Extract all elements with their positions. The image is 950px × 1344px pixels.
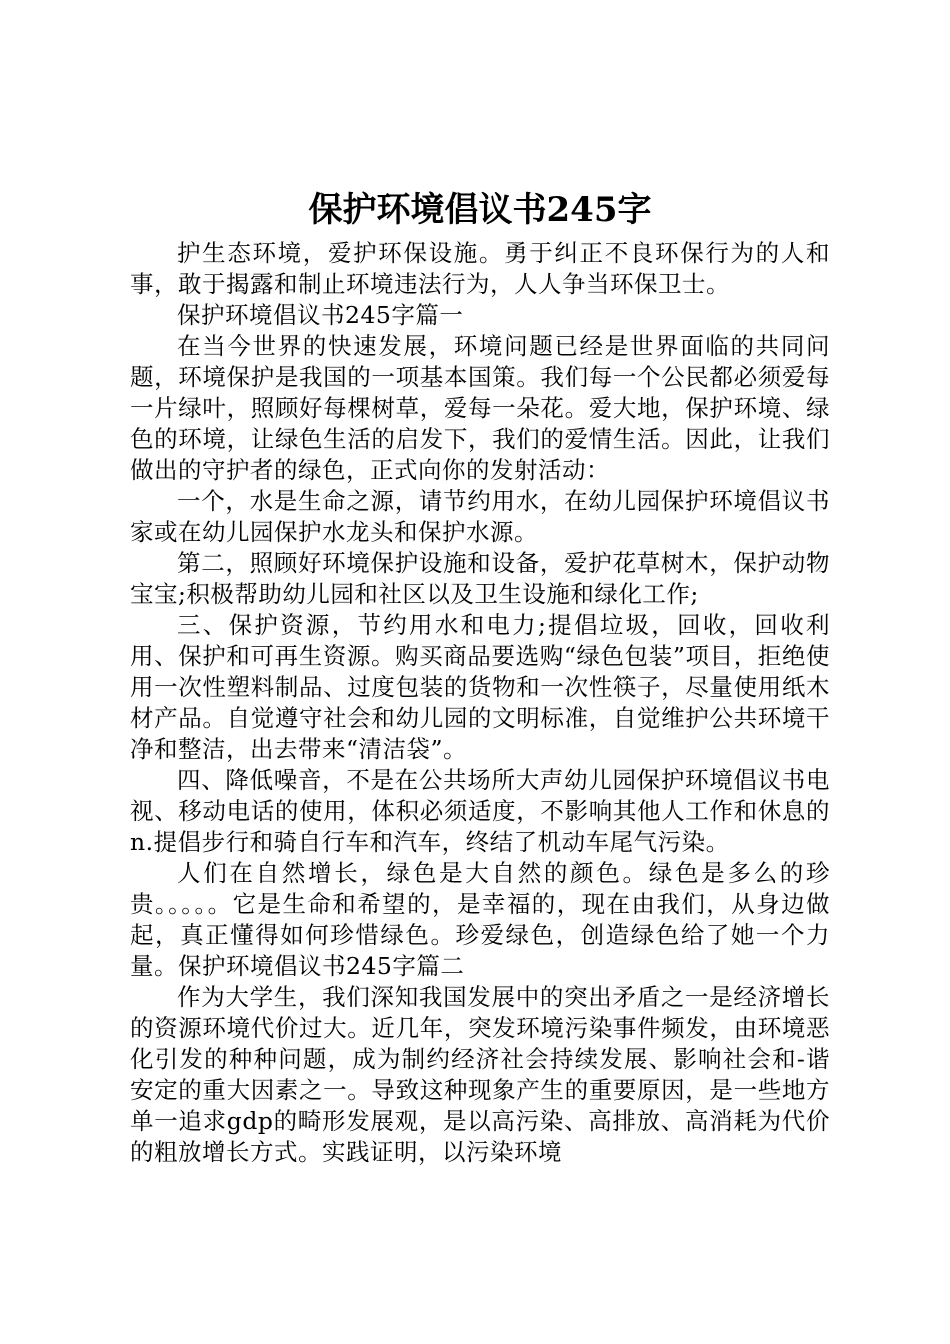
- paragraph: 在当今世界的快速发展，环境问题已经是世界面临的共同问题，环境保护是我国的一项基本国策。我们每一个公民都必须爱每一片绿叶，照顾好每棵树草，爱每一朵花。爱大地，保护环境、绿色的环境，让绿色生活的启发下，我们的爱情生活。因此，让我们做出的守护者的绿色，正式向你的发射活动：: [130, 332, 830, 484]
- paragraph-intro: 护生态环境，爱护环保设施。勇于纠正不良环保行为的人和事，敢于揭露和制止环境违法行为，人人争当环保卫士。: [130, 239, 830, 298]
- paragraph: 一个，水是生命之源，请节约用水，在幼儿园保护环境倡议书家或在幼儿园保护水龙头和保护水源。: [130, 487, 830, 546]
- paragraph: 第二，照顾好环境保护设施和设备，爱护花草树木，保护动物宝宝;积极帮助幼儿园和社区以及卫生设施和绿化工作;: [130, 549, 830, 608]
- paragraph: 人们在自然增长，绿色是大自然的颜色。绿色是多么的珍贵。。。。。它是生命和希望的，是幸福的，现在由我们，从身边做起，真正懂得如何珍惜绿色。珍爱绿色，创造绿色给了她一个力量。保护环境倡议书245字篇二: [130, 859, 830, 980]
- paragraph: 四、降低噪音，不是在公共场所大声幼儿园保护环境倡议书电视、移动电话的使用，体积必须适度，不影响其他人工作和休息的n.提倡步行和骑自行车和汽车，终结了机动车尾气污染。: [130, 766, 830, 856]
- document-page: [130, 182, 830, 1168]
- document-title: 保护环境倡议书245字: [308, 190, 652, 230]
- section-heading-1: 保护环境倡议书245字篇一: [177, 301, 464, 329]
- paragraph: 作为大学生，我们深知我国发展中的突出矛盾之一是经济增长的资源环境代价过大。近几年，突发环境污染事件频发，由环境恶化引发的种种问题，成为制约经济社会持续发展、影响社会和-谐安定的重大因素之一。导致这种现象产生的重要原因，是一些地方单一追求gdp的畸形发展观，是以高污染、高排放、高消耗为代价的粗放增长方式。实践证明，以污染环境: [130, 983, 830, 1166]
- paragraph: 三、保护资源，节约用水和电力;提倡垃圾，回收，回收利用、保护和可再生资源。购买商品要选购“绿色包装”项目，拒绝使用一次性塑料制品、过度包装的货物和一次性筷子，尽量使用纸木材产品。自觉遵守社会和幼儿园的文明标准，自觉维护公共环境干净和整洁，出去带来“清洁袋”。: [130, 611, 830, 763]
